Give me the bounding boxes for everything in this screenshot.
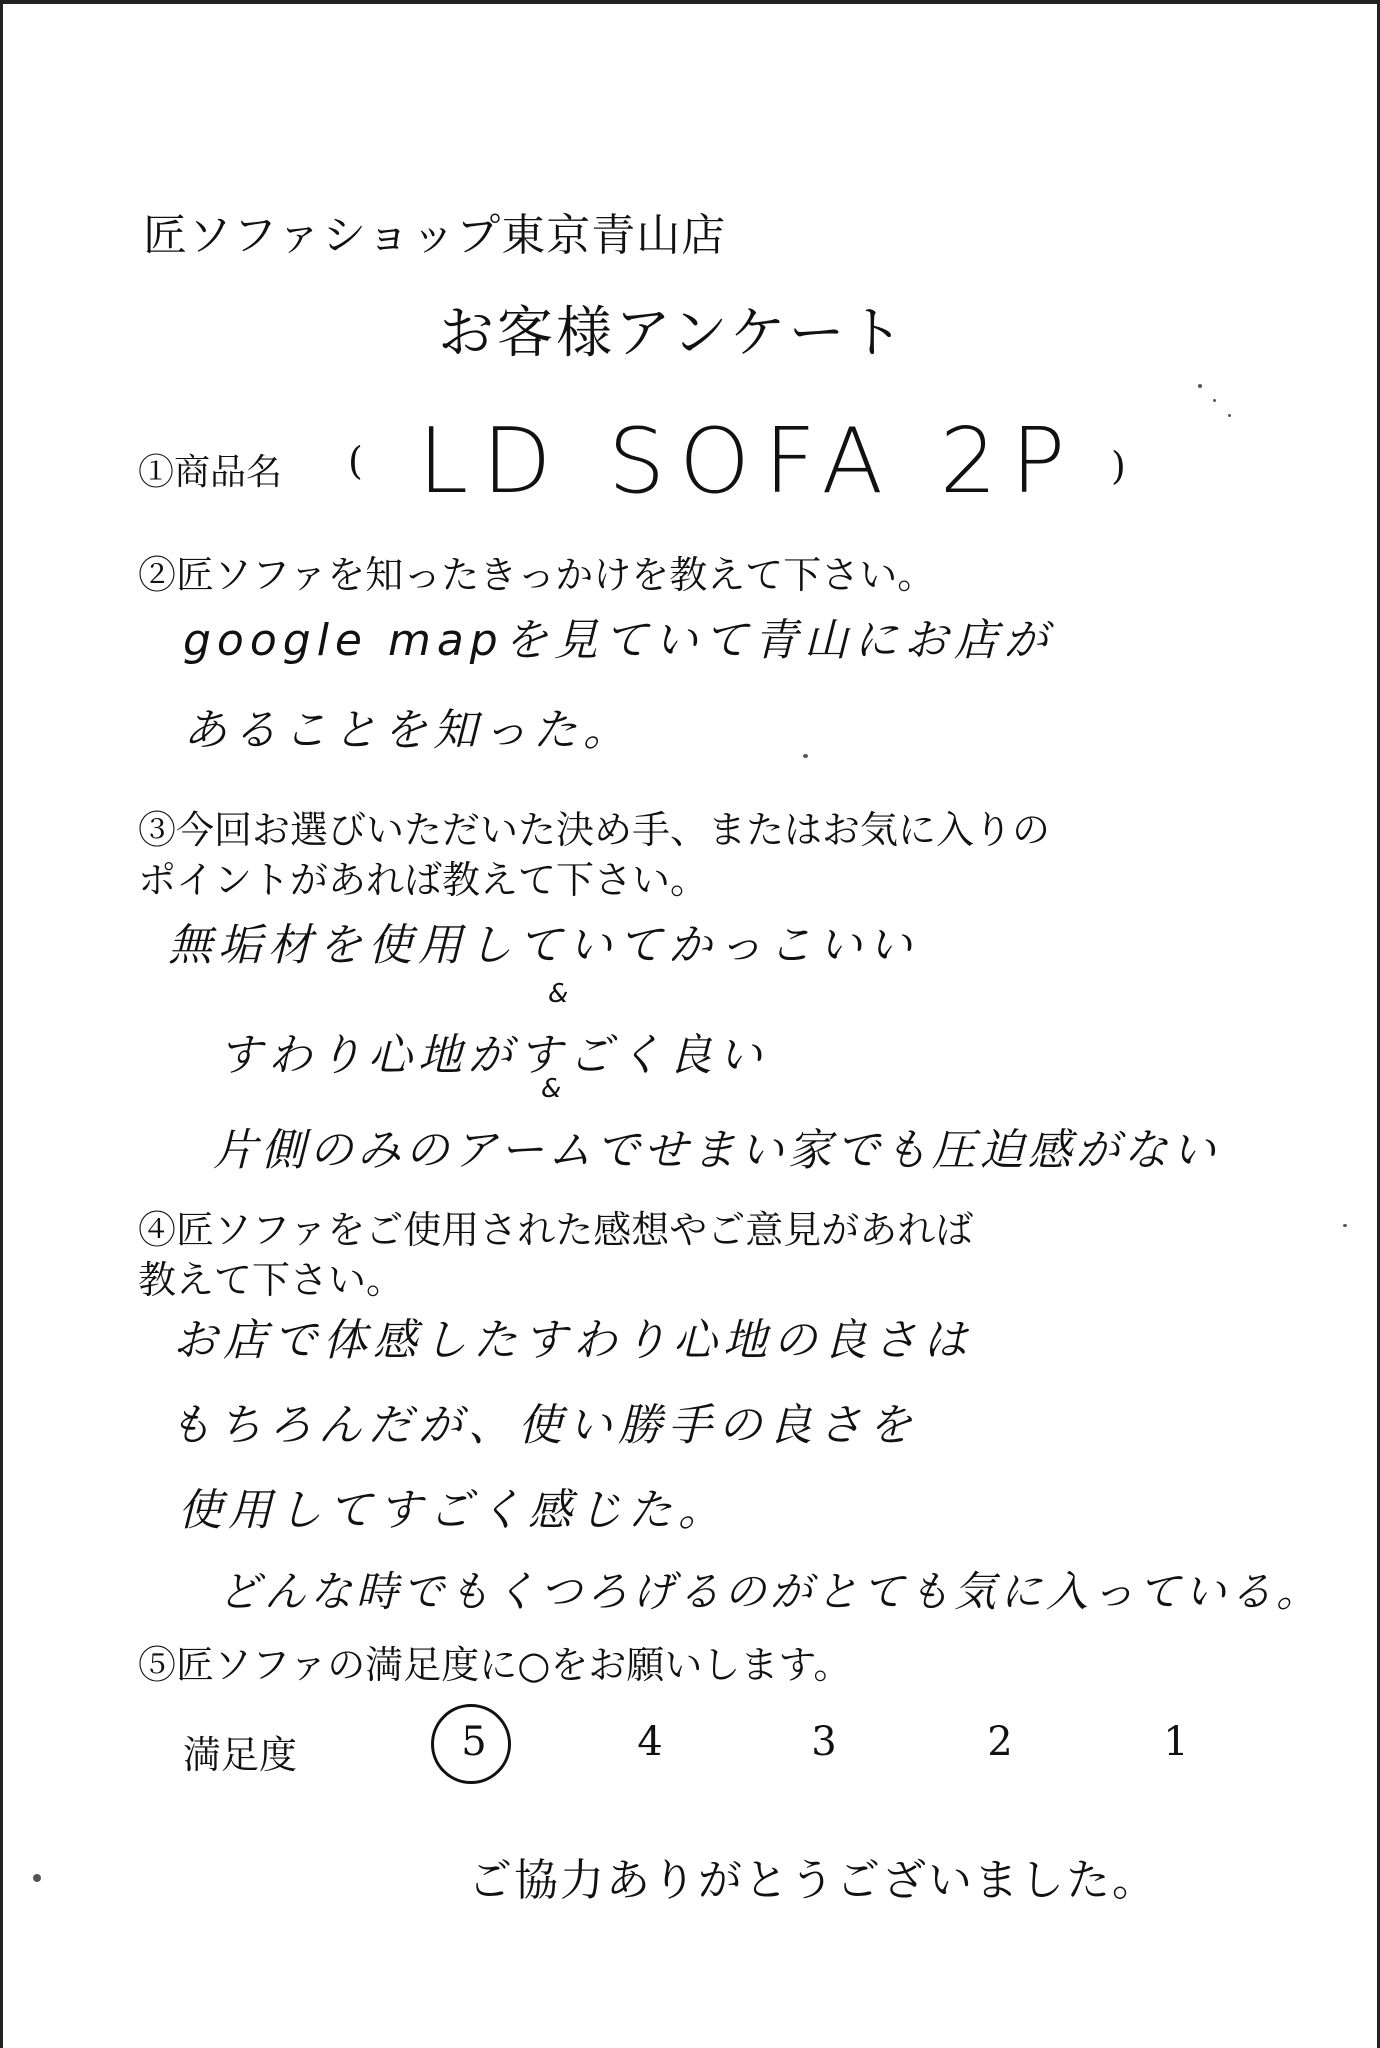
q1-paren-close: ) [1111, 444, 1126, 488]
q3-answer-line-3: 片側のみのアームでせまい家でも圧迫感がない [213, 1125, 1220, 1176]
q3-label-line-2: ポイントがあれば教えて下さい。 [138, 858, 709, 902]
q3-ampersand-1: & [548, 979, 569, 1009]
score-option-5: 5 [461, 1719, 487, 1765]
q3-ampersand-2: & [541, 1074, 562, 1104]
scan-speck [33, 1874, 41, 1882]
score-option-3: 3 [811, 1719, 837, 1765]
q5-label: ⑤匠ソファの満足度に○をお願いします。 [138, 1643, 852, 1687]
q4-answer-line-2: もちろんだが、使い勝手の良さを [168, 1400, 918, 1451]
q4-answer-line-4: どんな時でもくつろげるのがとても気に入っている。 [218, 1567, 1323, 1616]
scan-speck [1213, 399, 1216, 402]
q3-answer-line-1: 無垢材を使用していてかっこいい [168, 920, 918, 971]
q2-answer-line-2: あることを知った。 [183, 705, 633, 756]
score-option-2: 2 [987, 1719, 1013, 1765]
q1-label: ①商品名 [138, 452, 283, 493]
survey-title: お客様アンケート [438, 301, 907, 366]
q3-answer-line-2: すわり心地がすごく良い [218, 1030, 768, 1081]
q4-answer-line-3: 使用してすごく感じた。 [178, 1485, 728, 1536]
score-option-1: 1 [1163, 1719, 1189, 1765]
q3-label-line-1: ③今回お選びいただいた決め手、またはお気に入りの [138, 808, 1051, 852]
q4-answer-line-1: お店で体感したすわり心地の良さは [173, 1315, 973, 1366]
shop-name: 匠ソファショップ東京青山店 [143, 210, 727, 261]
q1-product-name-answer: LD SOFA 2P [418, 409, 1080, 514]
thanks-message: ご協力ありがとうございました。 [468, 1855, 1158, 1906]
q1-paren-open: ( [348, 439, 363, 483]
scan-speck [1228, 414, 1231, 417]
satisfaction-label: 満足度 [183, 1733, 298, 1777]
scan-speck [1198, 384, 1202, 388]
q4-label-line-1: ④匠ソファをご使用された感想やご意見があれば [138, 1208, 974, 1252]
scan-speck [1343, 1224, 1347, 1227]
score-option-4: 4 [637, 1719, 663, 1765]
q4-label-line-2: 教えて下さい。 [138, 1258, 405, 1302]
q2-label: ②匠ソファを知ったきっかけを教えて下さい。 [138, 553, 936, 597]
q2-answer-line-1: google mapを見ていて青山にお店が [183, 615, 1054, 666]
scan-speck [803, 754, 808, 758]
